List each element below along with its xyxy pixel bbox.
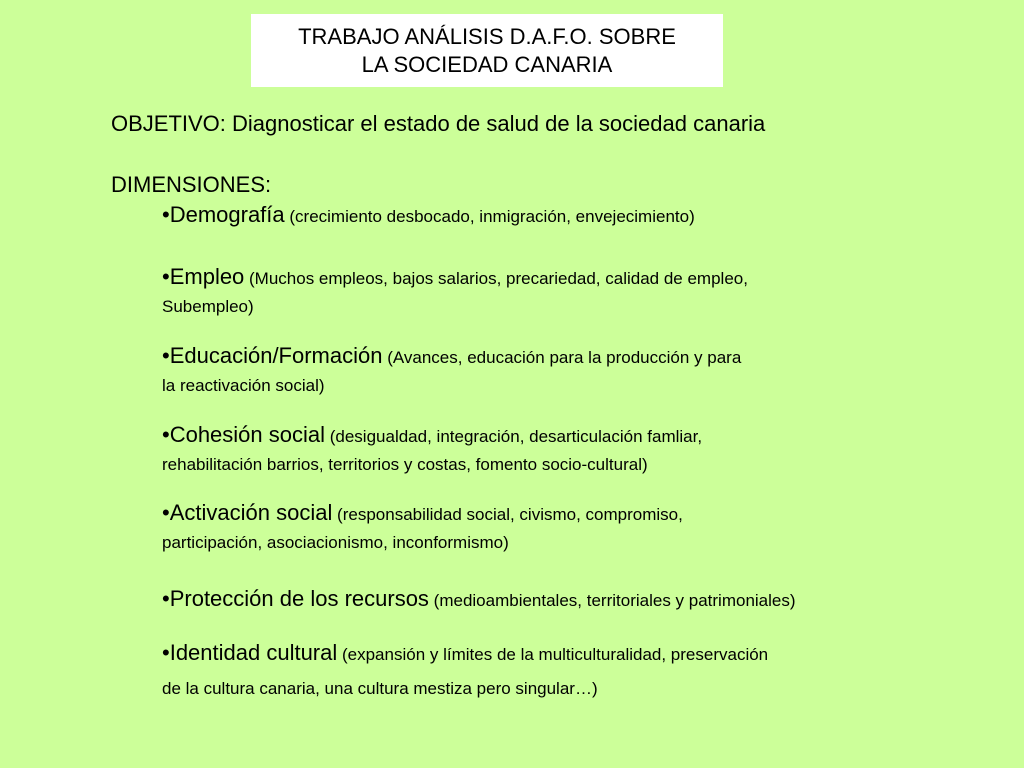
dimension-item-first-line [162,200,942,233]
dimension-item-detail-continued: de la cultura canaria, una cultura mestiza pero singular…) [162,679,598,698]
dimension-item-detail-continued: la reactivación social) [162,376,325,395]
objective-label: OBJETIVO: [111,111,226,136]
dimension-item-name: •Empleo [162,264,245,289]
dimension-item-name: •Protección de los recursos [162,586,429,611]
dimension-item-name: •Cohesión social [162,422,326,447]
dimension-item-first-line [162,584,942,617]
dimension-item-name: •Activación social [162,500,333,525]
dimension-item-detail: (expansión y límites de la multiculturalidad, preservación [337,645,769,664]
dimension-item-detail: (Muchos empleos, bajos salarios, precariedad, calidad de empleo, [244,269,748,288]
dimension-item-first-line [162,341,942,374]
dimension-item-detail-continued: Subempleo) [162,297,254,316]
dimension-item-name: •Identidad cultural [162,640,338,665]
slide-title-box [251,14,723,87]
dimension-item-empleo [162,262,942,319]
dimension-item-detail-continued: rehabilitación barrios, territorios y costas, fomento socio-cultural) [162,455,648,474]
dimension-item-detail: (crecimiento desbocado, inmigración, envejecimiento) [284,207,695,226]
dimension-item-detail-continued: participación, asociacionismo, inconformismo) [162,533,509,552]
dimension-item-first-line [162,638,942,671]
dimension-item-first-line [162,498,942,531]
dimension-item-name: •Demografía [162,202,285,227]
dimension-item-detail: (medioambientales, territoriales y patrimoniales) [428,591,796,610]
objective-statement [111,110,765,138]
dimension-item-name: •Educación/Formación [162,343,383,368]
dimension-item-cohesion-social [162,420,942,477]
dimension-item-demografia [162,200,942,233]
dimension-item-detail: (Avances, educación para la producción y para [382,348,742,367]
dimension-item-activacion-social [162,498,942,555]
dimension-item-identidad-cultural [162,638,942,701]
slide-title-line-1: TRABAJO ANÁLISIS D.A.F.O. SOBRE [298,24,676,49]
dimension-item-detail: (desigualdad, integración, desarticulación famliar, [325,427,703,446]
dimension-item-first-line [162,262,942,295]
objective-text: Diagnosticar el estado de salud de la sociedad canaria [225,111,766,136]
slide-title-line-2: LA SOCIEDAD CANARIA [361,52,613,77]
dimension-item-first-line [162,420,942,453]
dimensions-heading: DIMENSIONES: [111,172,272,197]
dimension-item-educacion-formacion [162,341,942,398]
dimension-item-proteccion-recursos [162,584,942,617]
dimension-item-detail: (responsabilidad social, civismo, compromiso, [332,505,683,524]
